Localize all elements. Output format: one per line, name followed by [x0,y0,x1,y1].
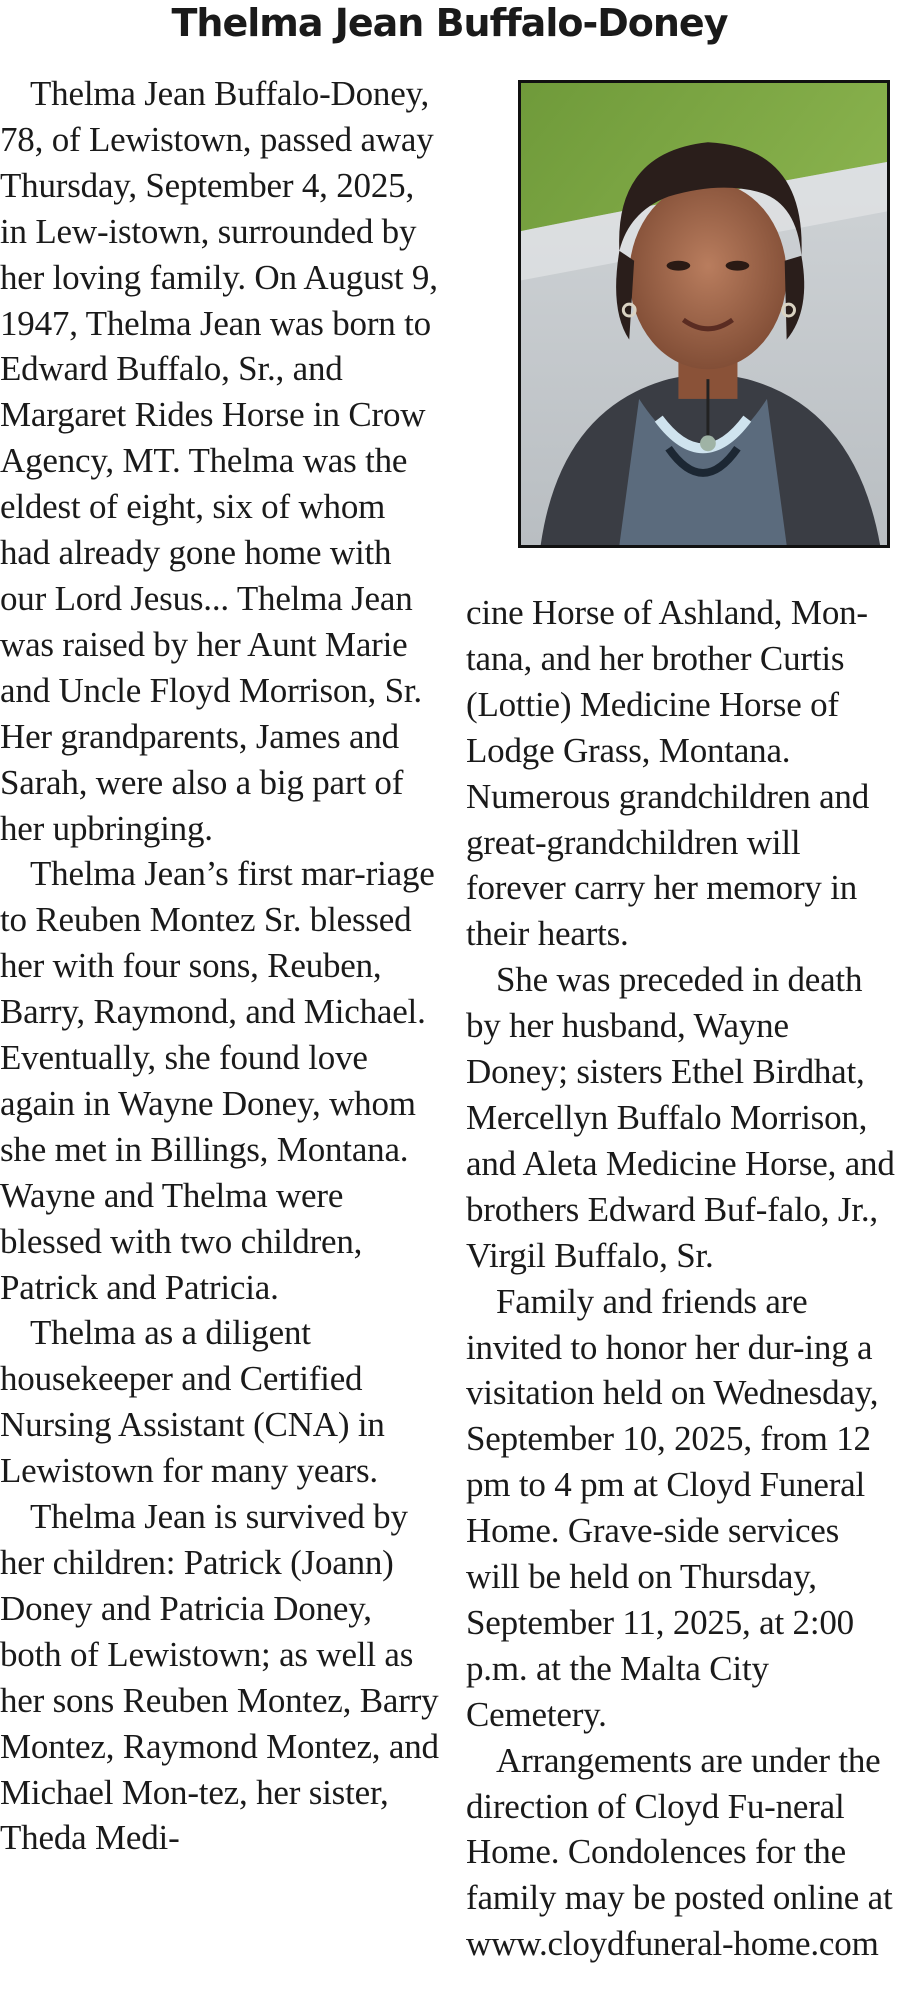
obituary-paragraph: Arrangements are under the direction of Cloyd Fu-neral Home. Condolences for the family may be posted online at www.cloydfuneral-home.com [466,1740,893,1964]
photo-spacer [466,71,899,590]
obituary-paragraph: Thelma Jean Buffalo-Doney, 78, of Lewistown, passed away Thursday, September 4, 2025, in Lew-istown, surrounded by her loving family. On August 9, 1947, Thelma Jean was born to Edward Buffalo, Sr., and Margaret Rides Horse in Crow Agency, MT. Thelma was the eldest of eight, six of whom had already gone home with our Lord Jesus... Thelma Jean was raised by her Aunt Marie and Uncle Floyd Morrison, Sr. Her grandparents, James and Sarah, were also a big part of her upbringing. [0,74,438,848]
obituary-paragraph: Family and friends are invited to honor her dur-ing a visitation held on Wednesday, September 10, 2025, from 12 pm to 4 pm at Cloyd Funeral Home. Grave-side services will be held on Thursday, September 11, 2025, at 2:00 p.m. at the Malta City Cemetery. [466,1281,879,1734]
left-column [0,71,440,1861]
right-column [466,71,899,1967]
obituary-paragraph: She was preceded in death by her husband, Wayne Doney; sisters Ethel Birdhat, Mercellyn Buffalo Morrison, and Aleta Medicine Horse, and brothers Edward Buf-falo, Jr., Virgil Buffalo, Sr. [466,960,895,1275]
obituary-paragraph-continued: cine Horse of Ashland, Mon-tana, and her brother Curtis (Lottie) Medicine Horse of Lodge Grass, Montana. Numerous grandchildren and great-grandchildren will forever carry her memory in their hearts. [466,593,870,954]
obituary-paragraph: Thelma as a diligent housekeeper and Certified Nursing Assistant (CNA) in Lewistown for many years. [0,1313,385,1491]
obituary-headline: Thelma Jean Buffalo-Doney [171,1,728,45]
obituary-paragraph: Thelma Jean’s first mar-riage to Reuben Montez Sr. blessed her with four sons, Reuben, Barry, Raymond, and Michael. Eventually, she found love again in Wayne Doney, whom she met in Billings, Montana. Wayne and Thelma were blessed with two children, Patrick and Patricia. [0,854,435,1307]
obituary-paragraph: Thelma Jean is survived by her children: Patrick (Joann) Doney and Patricia Doney, both of Lewistown; as well as her sons Reuben Montez, Barry Montez, Raymond Montez, and Michael Mon-tez, her sister, Theda Medi- [0,1497,439,1858]
